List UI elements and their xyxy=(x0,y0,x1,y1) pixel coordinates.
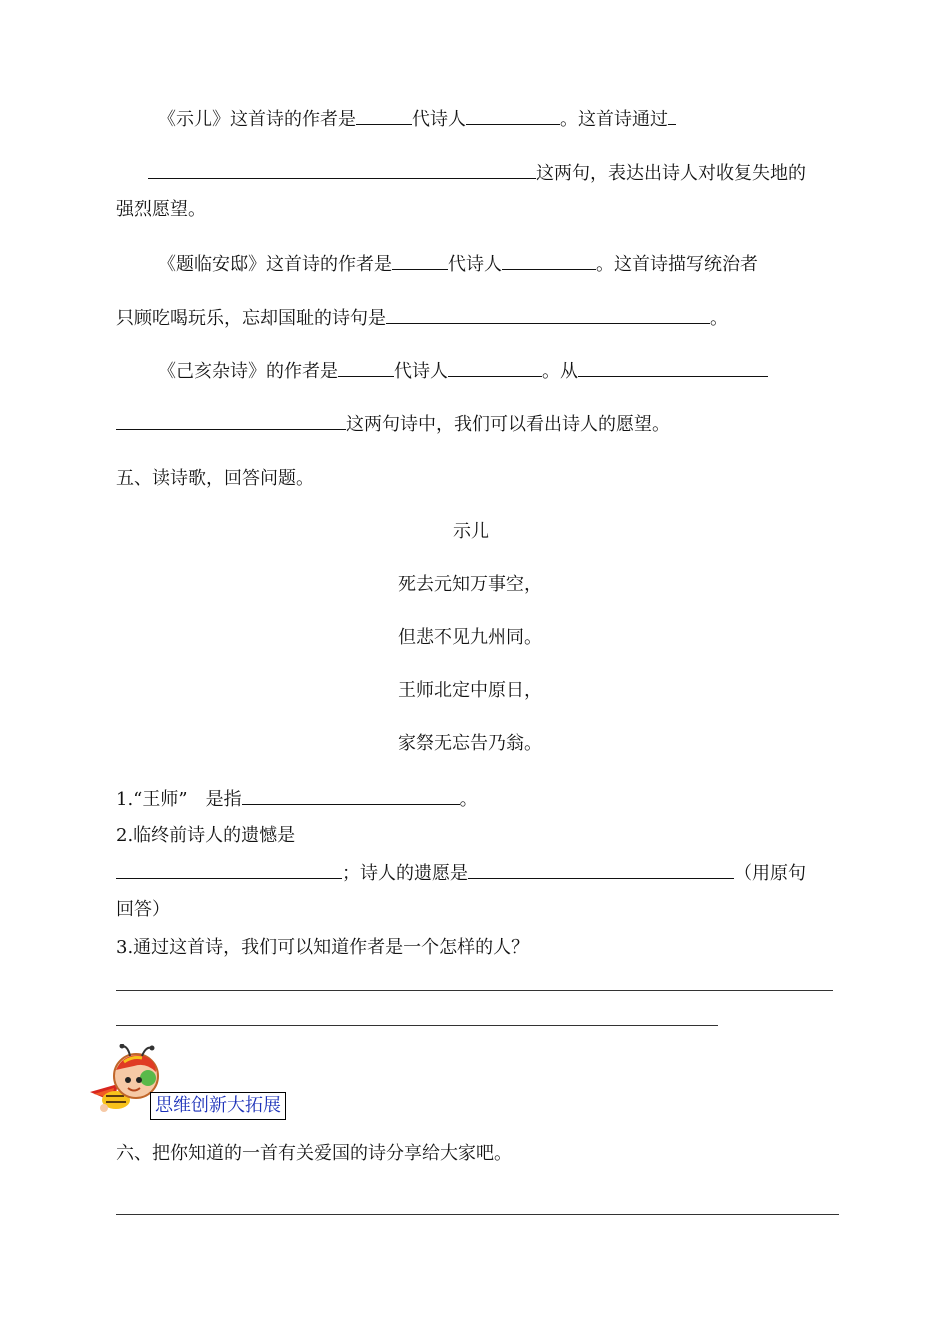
p3-line2: 这两句诗中，我们可以看出诗人的愿望。 xyxy=(116,411,670,438)
p3-line1: 《己亥杂诗》的作者是 代诗人 。从 xyxy=(158,358,768,385)
p1-line1: 《示儿》这首诗的作者是 代诗人 。这首诗通过 xyxy=(158,106,676,133)
answer-line[interactable] xyxy=(116,990,833,991)
p2-line2: 只顾吃喝玩乐，忘却国耻的诗句是 。 xyxy=(116,305,728,332)
answer-blank[interactable] xyxy=(502,251,596,270)
answer-blank[interactable] xyxy=(242,786,460,805)
answer-line[interactable] xyxy=(116,1025,718,1026)
section-banner: 思维创新大拓展 xyxy=(150,1092,286,1120)
poem-line: 但悲不见九州同。 xyxy=(398,627,542,648)
p1-line3: 强烈愿望。 xyxy=(116,199,206,220)
answer-blank[interactable] xyxy=(578,358,768,377)
answer-blank[interactable] xyxy=(392,251,448,270)
answer-line[interactable] xyxy=(116,1214,839,1215)
answer-blank[interactable] xyxy=(148,160,536,179)
answer-blank[interactable] xyxy=(116,411,346,430)
answer-blank[interactable] xyxy=(356,106,412,125)
question-3: 3.通过这首诗，我们可以知道作者是一个怎样的人？ xyxy=(116,937,530,958)
section-6-heading: 六、把你知道的一首有关爱国的诗分享给大家吧。 xyxy=(116,1143,512,1164)
answer-blank[interactable] xyxy=(468,860,734,879)
poem-title: 示儿 xyxy=(453,521,489,542)
answer-blank[interactable] xyxy=(466,106,560,125)
question-2-line3: 回答） xyxy=(116,899,170,920)
p1-line2: 这两句，表达出诗人对收复失地的 xyxy=(148,160,806,187)
answer-blank[interactable] xyxy=(338,358,394,377)
answer-blank[interactable] xyxy=(448,358,542,377)
question-2: 2.临终前诗人的遗憾是 xyxy=(116,825,296,846)
section-5-heading: 五、读诗歌，回答问题。 xyxy=(116,468,314,489)
question-2-line2: ；诗人的遗愿是 （用原句 xyxy=(116,860,806,887)
poem-line: 王师北定中原日， xyxy=(398,680,542,701)
poem-line: 家祭无忘告乃翁。 xyxy=(398,733,542,754)
question-1: 1.“王师” 是指 。 xyxy=(116,786,478,813)
p2-line1: 《题临安邸》这首诗的作者是 代诗人 。这首诗描写统治者 xyxy=(158,251,758,278)
answer-blank[interactable] xyxy=(116,860,342,879)
poem-line: 死去元知万事空， xyxy=(398,574,542,595)
answer-blank[interactable] xyxy=(668,106,676,125)
answer-blank[interactable] xyxy=(386,305,710,324)
